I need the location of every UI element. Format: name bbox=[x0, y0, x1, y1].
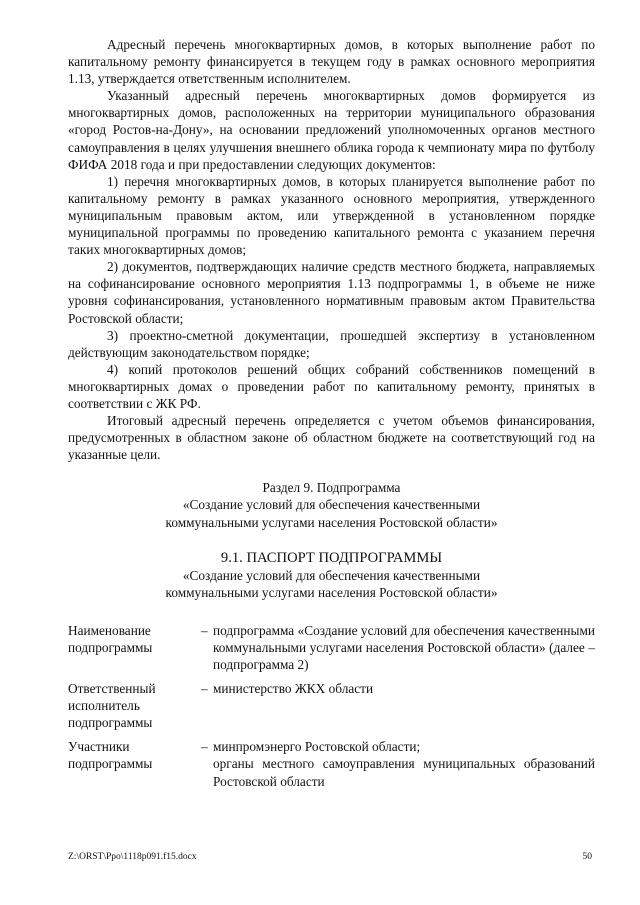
section-heading bbox=[68, 479, 595, 530]
passport-row-dash: – bbox=[201, 622, 208, 638]
passport-heading bbox=[68, 549, 595, 601]
page-footer bbox=[68, 852, 595, 862]
list-item-2: 2) документов, подтверждающих наличие средств местного бюджета, направляемых на софинансирование основного мероприятия 1.13 подпрограммы 1, в объеме не ниже уровня софинансирования, установленного нормативным правовым актом Правительства Ростовской области; bbox=[68, 259, 595, 326]
list-item-1: 1) перечня многоквартирных домов, в которых планируется выполнение работ по капитальному ремонту в рамках указанного основного мероприятия, утвержденного муниципальным правовым актом, или утвержденной в установленном порядке муниципальной программы по проведению капитального ремонта с указанием перечня таких многоквартирных домов; bbox=[68, 173, 595, 258]
section-title: Раздел 9. Подпрограмма bbox=[262, 480, 401, 496]
file-path: Z:\ORST\Ppo\1118p091.f15.docx bbox=[68, 852, 197, 862]
passport-row bbox=[68, 622, 595, 673]
passport-row-label: Ответственный исполнитель подпрограммы bbox=[68, 681, 156, 731]
passport-row bbox=[68, 738, 595, 789]
passport-row-label: Участники подпрограммы bbox=[68, 739, 153, 772]
passport-row-dash: – bbox=[201, 739, 208, 755]
body-text bbox=[68, 36, 595, 463]
passport-subtitle-line: коммунальными услугами населения Ростовской области» bbox=[165, 584, 498, 600]
passport-table bbox=[68, 622, 595, 790]
passport-row-value: минпромэнерго Ростовской области; bbox=[213, 739, 421, 755]
passport-row-value-group bbox=[213, 738, 595, 789]
paragraph: Адресный перечень многоквартирных домов, в которых выполнение работ по капитальному ремонту финансируется в текущем году в рамках основного мероприятия 1.13, утверждается ответственным исполнителем. bbox=[68, 37, 595, 87]
passport-row-dash: – bbox=[201, 681, 208, 697]
passport-row-value: подпрограмма «Создание условий для обеспечения качественными коммунальными услугами населения Ростовской области» (далее – подпрограмма 2) bbox=[213, 622, 595, 672]
paragraph: Итоговый адресный перечень определяется с учетом объемов финансирования, предусмотренных в областном законе об областном бюджете на соответствующий год на указанные цели. bbox=[68, 413, 595, 463]
passport-row-value: органы местного самоуправления муниципальных образований Ростовской области bbox=[213, 756, 595, 789]
passport-row-value: министерство ЖКХ области bbox=[213, 681, 374, 697]
passport-subtitle-line: «Создание условий для обеспечения качественными bbox=[182, 567, 481, 583]
passport-title: 9.1. ПАСПОРТ ПОДПРОГРАММЫ bbox=[220, 549, 443, 566]
section-subtitle-line: коммунальными услугами населения Ростовской области» bbox=[165, 514, 498, 530]
passport-row-label: Наименование подпрограммы bbox=[68, 622, 153, 655]
passport-row bbox=[68, 680, 595, 731]
list-item-4: 4) копий протоколов решений общих собраний собственников помещений в многоквартирных домах о проведении работ по капитальному ремонту, принятых в соответствии с ЖК РФ. bbox=[68, 361, 595, 411]
section-subtitle-line: «Создание условий для обеспечения качественными bbox=[182, 497, 481, 513]
paragraph: Указанный адресный перечень многоквартирных домов формируется из многоквартирных домов, расположенных на территории муниципального образования «город Ростов-на-Дону», на основании предложений уполномоченных органов местного самоуправления в целях улучшения внешнего облика города к чемпионату мира по футболу ФИФА 2018 года и при предоставлении следующих документов: bbox=[68, 88, 595, 172]
page-number: 50 bbox=[582, 852, 592, 862]
document-page bbox=[68, 36, 595, 797]
list-item-3: 3) проектно-сметной документации, прошедшей экспертизу в установленном действующим законодательством порядке; bbox=[68, 327, 595, 360]
